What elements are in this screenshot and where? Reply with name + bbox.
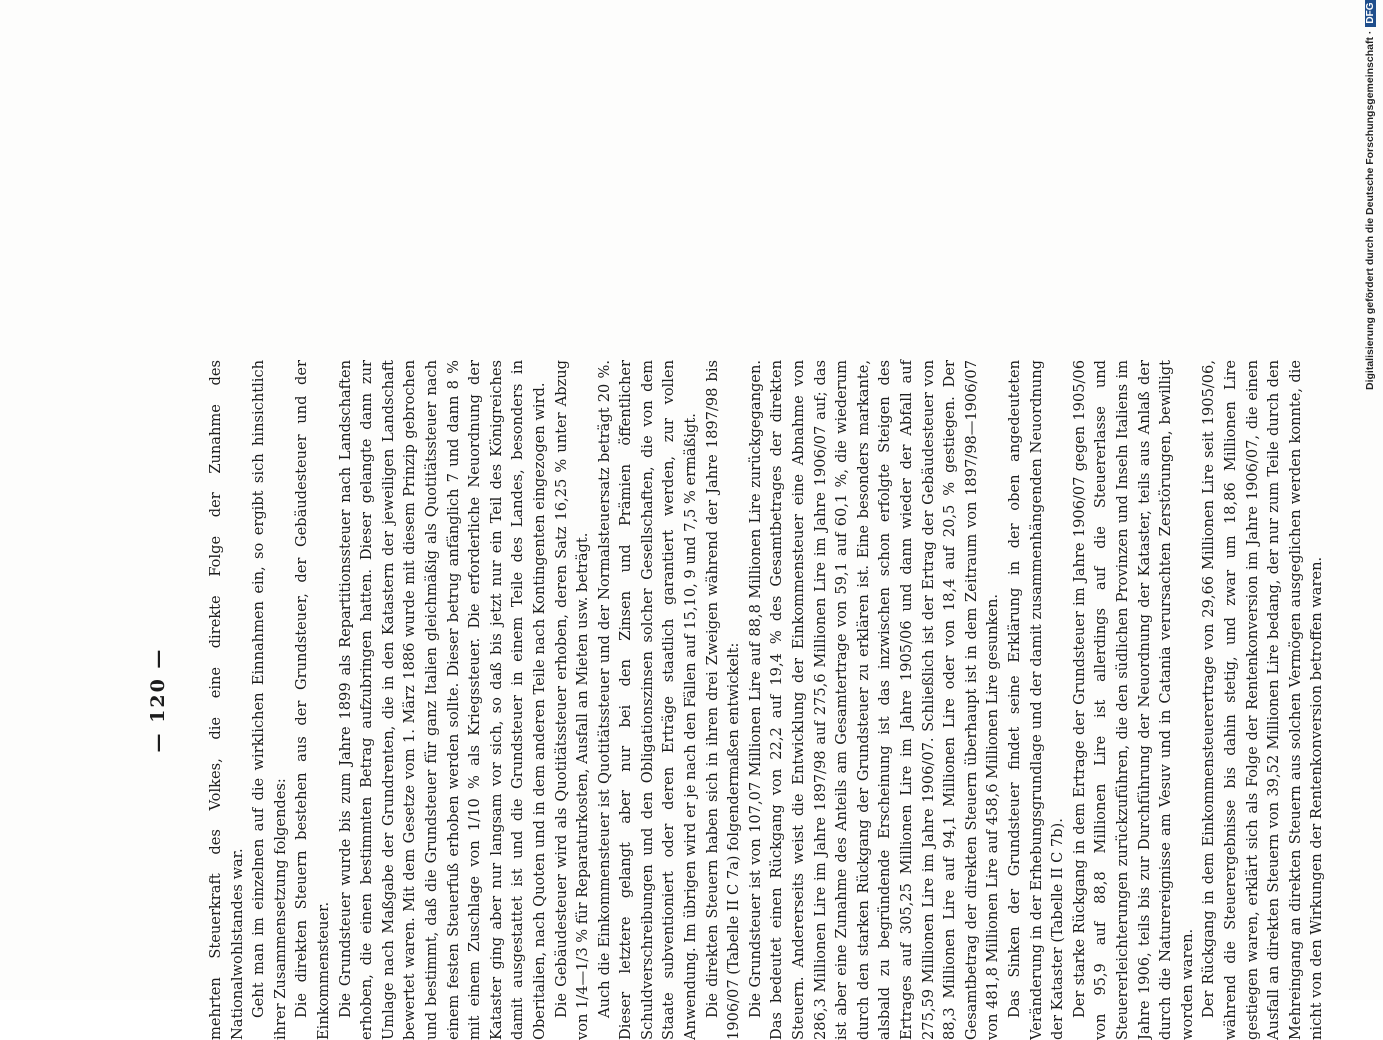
paragraph: Auch die Einkommensteuer ist Quotitätssteuer und der Normalsteuersatz beträgt 20 %. Dieser letztere gelangt aber nur bei den Zinsen und Prämien öffentlicher Schuldverschreibungen und den Obligationszinsen solcher Gesellschaften, die von dem Staate subventioniert oder deren Erträge staatlich garantiert werden, zur vollen Anwendung. Im übrigen wird er je nach den Fällen auf 15,10, 9 und 7,5 % ermäßigt. — [595, 360, 700, 1040]
page-number: — 120 — — [147, 647, 169, 753]
paragraph: mehrten Steuerkraft des Volkes, die eine direkte Folge der Zunahme des Nationalwohlstandes war. — [207, 360, 246, 1040]
paragraph: Die Grundsteuer ist von 107,07 Millionen Lire auf 88,8 Millionen Lire zurückgegangen. Das bedeutet einen Rückgang von 22,2 auf 19,4 % des Gesamtbetrages der direkten Steuern. Andererseits weist die Entwicklung der Einkommensteuer eine Abnahme von 286,3 Millionen Lire im Jahre 1897/98 auf 275,6 Millionen Lire im Jahre 1906/07 auf; das ist aber eine Zunahme des Anteils am Gesamtertrage von 59,1 auf 60,1 %, die wiederum durch den starken Rückgang der Grundsteuer zu erklären ist. Eine besonders markante, alsbald zu begründende Erscheinung ist das inzwischen schon erfolgte Steigen des Ertrages auf 305,25 Millionen Lire im Jahre 1905/06 und dann wieder der Abfall auf 275,59 Millionen Lire im Jahre 1906/07. Schließlich ist der Ertrag der Gebäudesteuer von 88,3 Millionen Lire auf 94,1 Millionen Lire oder von 18,4 auf 20,5 % gestiegen. Der Gesamtbetrag der direkten Steuern überhaupt ist in dem Zeitraum von 1897/98—1906/07 von 481,8 Millionen Lire auf 458,6 Millionen Lire gesunken. — [746, 360, 1002, 1040]
paragraph: Der starke Rückgang in dem Ertrage der Grundsteuer im Jahre 1906/07 gegen 1905/06 von 95,9 auf 88,8 Millionen Lire ist allerdings auf die Steuererlasse und Steuererleichterungen zurückzuführen, die den südlichen Provinzen und Inseln Italiens im Jahre 1906, teils bis zur Durchführung der Neuordnung der Kataster, teils aus Anlaß der durch die Naturereignisse am Vesuv und in Catania verursachten Zerstörungen, bewilligt worden waren. — [1070, 360, 1196, 1040]
paragraph: Die direkten Steuern haben sich in ihren drei Zweigen während der Jahre 1897/98 bis 1906/07 (Tabelle II C 7a) folgendermaßen entwickelt: — [703, 360, 743, 1040]
paragraph: Das Sinken der Grundsteuer findet seine Erklärung in der oben angedeuteten Veränderung in der Erhebungsgrundlage und der damit zusammenhängenden Neuordnung der Kataster (Tabelle II C 7b). — [1005, 360, 1067, 1040]
paragraph: Geht man im einzelnen auf die wirklichen Einnahmen ein, so ergibt sich hinsichtlich ihrer Zusammensetzung folgendes: — [250, 360, 289, 1040]
body-text — [205, 360, 1328, 1040]
rotated-text-block — [141, 360, 1326, 1040]
digitization-note-text: Digitalisierung gefördert durch die Deutsche Forschungsgemeinschaft · — [1364, 30, 1376, 390]
paragraph: Die direkten Steuern bestehen aus der Grundsteuer, der Gebäudesteuer und der Einkommensteuer. — [293, 360, 332, 1040]
paragraph: Die Gebäudesteuer wird als Quotitätssteuer erhoben, deren Satz 16,25 % unter Abzug von 1/4—1/3 % für Reparaturkosten, Ausfall an Mieten usw. beträgt. — [552, 360, 592, 1040]
paragraph: Der Rückgang in dem Einkommensteuerertrage von 29,66 Millionen Lire seit 1905/06, während die Steuerergebnisse bis dahin stetig, und zwar um 18,86 Millionen Lire gestiegen waren, erklärt sich als Folge der Rentenkonversion im Jahre 1906/07, die einen Ausfall an direkten Steuern von 39,52 Millionen Lire bedang, der nur zum Teile durch den Mehreingang an direkten Steuern aus solchen Vermögen ausgeglichen werden konnte, die nicht von den Wirkungen der Rentenkonversion betroffen waren. — [1200, 360, 1326, 1040]
digitization-note — [1364, 2, 1376, 390]
dfg-logo: DFG — [1365, 0, 1376, 27]
paragraph: Die Grundsteuer wurde bis zum Jahre 1899 als Repartitionssteuer nach Landschaften erhoben, die einen bestimmten Betrag aufzubringen hatten. Dieser gelangte dann zur Umlage nach Maßgabe der Grundrenten, die in den Katastern der jeweiligen Landschaft bewertet waren. Mit dem Gesetze vom 1. März 1886 wurde mit diesem Prinzip gebrochen und bestimmt, daß die Grundsteuer für ganz Italien gleichmäßig als Quotitätssteuer nach einem festen Steuerfuß erhoben werden sollte. Dieser betrug anfänglich 7 und dann 8 % mit einem Zuschlage von 1/10 % als Kriegssteuer. Die erforderliche Neuordnung der Kataster ging aber nur langsam vor sich, so daß bis jetzt nur ein Teil des Königreiches damit ausgestattet ist und die Grundsteuer in einem Teile des Landes, besonders in Oberitalien, nach Quoten und in dem anderen Teile nach Kontingenten eingezogen wird. — [336, 360, 548, 1040]
